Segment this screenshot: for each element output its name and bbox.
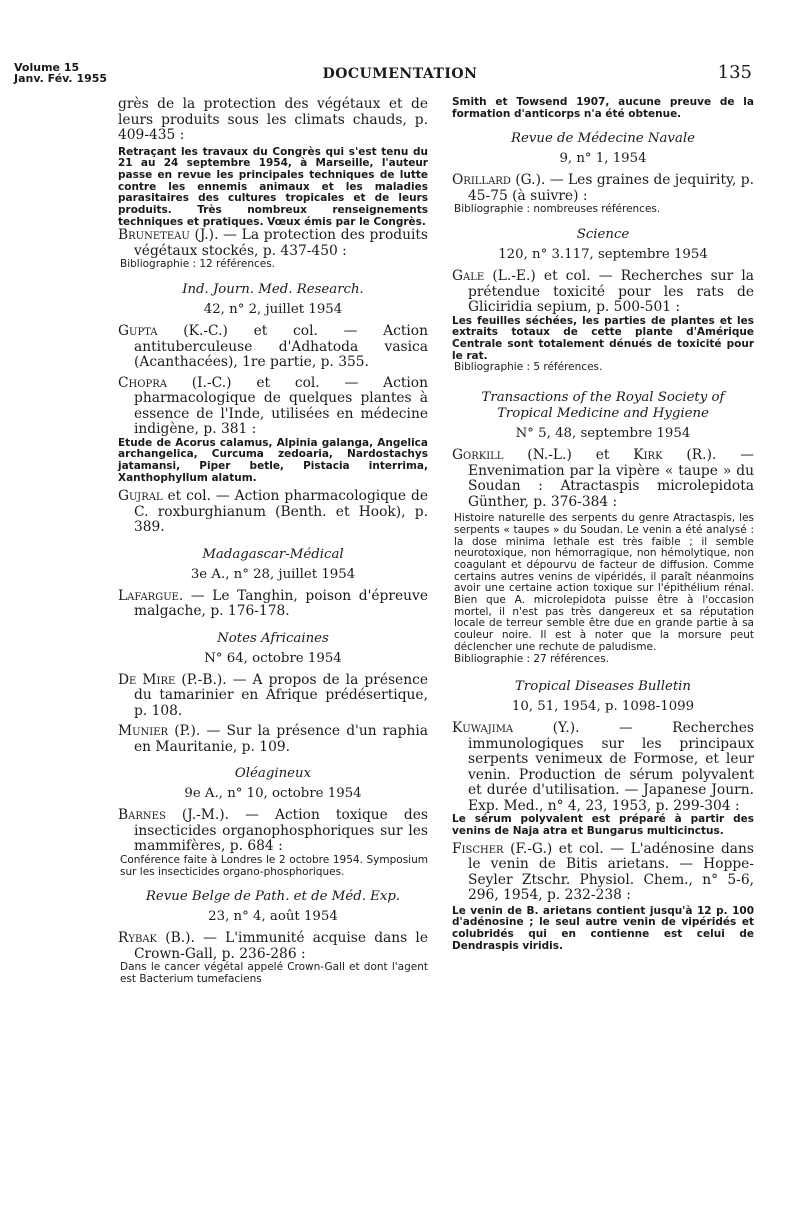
journal-title: Science bbox=[576, 227, 630, 243]
entry-author: Chopra (I.-C.) bbox=[118, 374, 232, 391]
entry-text: et col. — Action pharmacologique de C. roxburghianum (Benth. et Hook), p. 389. bbox=[134, 488, 428, 536]
entry-note: Le venin de B. arietans contient jusqu'à 12 p. 100 d'adénosine ; le seul autre venin de vipéridés et colubridés qui en contienne est celui de Dendraspis viridis. bbox=[452, 904, 754, 952]
entry-bibliography: Bibliographie : 5 références. bbox=[454, 361, 603, 374]
journal-title: Oléagineux bbox=[234, 766, 312, 782]
entry-author: Kuwajima (Y.). bbox=[452, 720, 580, 737]
entry-continuation: grès de la protection des végétaux et de leurs produits sous les climats chauds, p. 409-435 : bbox=[118, 96, 428, 143]
entry-bibliography: Bibliographie : 12 références. bbox=[120, 258, 276, 271]
entry-text: — Recherches immunologiques sur les principaux serpents venimeux de Formose, et leur venin. Production de sérum polyvalent et durée d'utilisation. — Japanese Journ. Exp. Med., n° 4, 23, 1953, p. 299-304 : bbox=[468, 720, 754, 814]
entry bbox=[118, 808, 428, 855]
journal-issue: 120, n° 3.117, septembre 1954 bbox=[498, 247, 708, 263]
entry bbox=[118, 589, 428, 620]
entry-text: et col. — Action pharmacologique de quelques plantes à essence de l'Inde, utilisées en médecine indigène, p. 381 : bbox=[134, 374, 428, 438]
entry bbox=[452, 448, 754, 510]
volume-number: Volume 15 bbox=[14, 61, 80, 74]
entry-author: Barnes (J.-M.). bbox=[118, 807, 230, 824]
entry-author: Fischer (F.-G.) bbox=[452, 840, 553, 857]
entry bbox=[452, 721, 754, 814]
entry-text: — A propos de la présence du tamarinier en Afrique prédésertique, p. 108. bbox=[134, 671, 429, 719]
entry-text: — Sur la présence d'un raphia en Mauritanie, p. 109. bbox=[134, 723, 428, 755]
entry-text: — Action toxique des insecticides organophosphoriques sur les mammifères, p. 684 : bbox=[134, 807, 428, 855]
entry-author: Kirk (R.). bbox=[633, 447, 717, 464]
issue-date: Janv. Fév. 1955 bbox=[14, 72, 108, 85]
entry bbox=[118, 931, 428, 962]
entry-text: — Envenimation par la vipère « taupe » du Soudan : Atractaspis microlepidota Günther, p. 376-384 : bbox=[468, 447, 754, 510]
journal-issue: 9e A., n° 10, octobre 1954 bbox=[184, 786, 362, 802]
journal-issue: 42, n° 2, juillet 1954 bbox=[203, 302, 343, 318]
journal-title: Revue Belge de Path. et de Méd. Exp. bbox=[145, 889, 401, 905]
journal-title: Transactions of the Royal Society of Tropical Medicine and Hygiene bbox=[481, 390, 725, 422]
entry bbox=[118, 673, 428, 720]
entry-author: Munier (P.). bbox=[118, 723, 201, 740]
page-header bbox=[0, 62, 800, 86]
entry-note: Conférence faite à Londres le 2 octobre 1954. Symposium sur les insecticides organo-phosphoriques. bbox=[120, 853, 428, 878]
entry bbox=[452, 269, 754, 316]
entry-author: Gupta (K.-C.) bbox=[118, 323, 228, 340]
entry-text: et col. — Recherches sur la prétendue toxicité pour les rats de Gliciridia sepium, p. 500-501 : bbox=[468, 268, 754, 316]
entry-note: Le sérum polyvalent est préparé à partir des venins de Naja atra et Bungarus multicinctus. bbox=[452, 813, 754, 837]
entry bbox=[118, 228, 428, 259]
entry-text: — Les graines de jequirity, p. 45-75 (à suivre) : bbox=[468, 172, 754, 204]
entry bbox=[118, 724, 428, 755]
journal-issue: 23, n° 4, août 1954 bbox=[208, 909, 338, 925]
entry-author: Gale (L.-E.) bbox=[452, 268, 536, 285]
journal-issue: 3e A., n° 28, juillet 1954 bbox=[190, 566, 356, 582]
entry-text: et col. — L'adénosine dans le venin de Bitis arietans. — Hoppe-Seyler Ztschr. Physiol. Chem., n° 5-6, 296, 1954, p. 232-238 : bbox=[468, 840, 754, 904]
entry-author: Lafargue. bbox=[118, 587, 184, 604]
entry-text: — Le Tanghin, poison d'épreuve malgache, p. 176-178. bbox=[134, 587, 428, 620]
entry-note: Histoire naturelle des serpents du genre Atractaspis, les serpents « taupes » du Soudan. Le venin a été analysé : la dose minima lethale est très faible ; il semble neurotoxique, non hémorragique, non hémolytique, non coagulant et dépourvu de facteur de diffusion. Comme certains autres venins de vipéridés, il paraît néanmoins avoir une certaine action toxique sur l'épithélium rénal. Bien que A. microlepidota puisse être à l'occasion mortel, il n'est pas très dangereux et sa réputation locale de terreur semble être due en grande partie à sa couleur noire. Il est à noter que la morsure peut déclencher une rechute de paludisme. bbox=[454, 512, 754, 653]
journal-issue: N° 5, 48, septembre 1954 bbox=[515, 426, 691, 442]
journal-title: Revue de Médecine Navale bbox=[510, 131, 695, 147]
entry-bibliography: Bibliographie : 27 références. bbox=[454, 652, 610, 665]
entry bbox=[452, 842, 754, 904]
entry bbox=[118, 324, 428, 371]
entry-author: Rybak (B.). bbox=[118, 930, 195, 947]
entry-note: Etude de Acorus calamus, Alpinia galanga, Angelica archangelica, Curcuma zedoaria, Nardostachys jatamansi, Piper betle, Pistacia interrima, Xanthophyllum alatum. bbox=[118, 436, 428, 484]
journal-title: Ind. Journ. Med. Research. bbox=[182, 282, 364, 298]
entry-bibliography: Bibliographie : nombreuses références. bbox=[454, 203, 661, 216]
journal-title: Tropical Diseases Bulletin bbox=[515, 679, 691, 695]
left-column bbox=[118, 97, 428, 986]
entry-text-and: et bbox=[571, 447, 634, 464]
entry-text: — L'immunité acquise dans le Crown-Gall, p. 236-286 : bbox=[134, 930, 428, 962]
entry-note: Smith et Towsend 1907, aucune preuve de la formation d'anticorps n'a été obtenue. bbox=[452, 96, 754, 120]
entry-note: Dans le cancer végétal appelé Crown-Gall et dont l'agent est Bacterium tumefaciens bbox=[120, 961, 428, 986]
journal-title: Notes Africaines bbox=[217, 630, 329, 646]
entry-author: Gujral bbox=[118, 488, 163, 505]
entry bbox=[118, 489, 428, 536]
entry bbox=[118, 376, 428, 438]
right-column bbox=[452, 97, 754, 952]
entry-author: Orillard (G.). bbox=[452, 172, 546, 189]
journal-title: Madagascar-Médical bbox=[202, 546, 344, 562]
journal-issue: 9, n° 1, 1954 bbox=[559, 151, 647, 167]
entry-note: Retraçant les travaux du Congrès qui s'est tenu du 21 au 24 septembre 1954, à Marseille, l'auteur passe en revue les principales techniques de lutte contre les ennemis animaux et les maladies parasitaires des cultures tropicales et de leurs produits. Très nombreux renseignements techniques et pratiques. Vœux émis par le Congrès. bbox=[118, 145, 428, 228]
page-number: 135 bbox=[717, 62, 752, 83]
entry-author: Bruneteau (J.). bbox=[118, 227, 219, 244]
entry-author: Gorkill (N.-L.) bbox=[452, 447, 572, 464]
running-title: DOCUMENTATION bbox=[322, 66, 478, 82]
journal-issue: 10, 51, 1954, p. 1098-1099 bbox=[511, 699, 695, 715]
entry-text: — La protection des produits végétaux stockés, p. 437-450 : bbox=[134, 227, 429, 259]
entry-author: De Mire (P.-B.). bbox=[118, 671, 227, 688]
entry-text: et col. — Action antituberculeuse d'Adhatoda vasica (Acanthacées), 1re partie, p. 355. bbox=[134, 323, 428, 371]
journal-issue: N° 64, octobre 1954 bbox=[204, 650, 342, 666]
entry-note: Les feuilles séchées, les parties de plantes et les extraits totaux de cette plante d'Amérique Centrale sont totalement dénués de toxicité pour le rat. bbox=[452, 314, 754, 362]
entry bbox=[452, 173, 754, 204]
